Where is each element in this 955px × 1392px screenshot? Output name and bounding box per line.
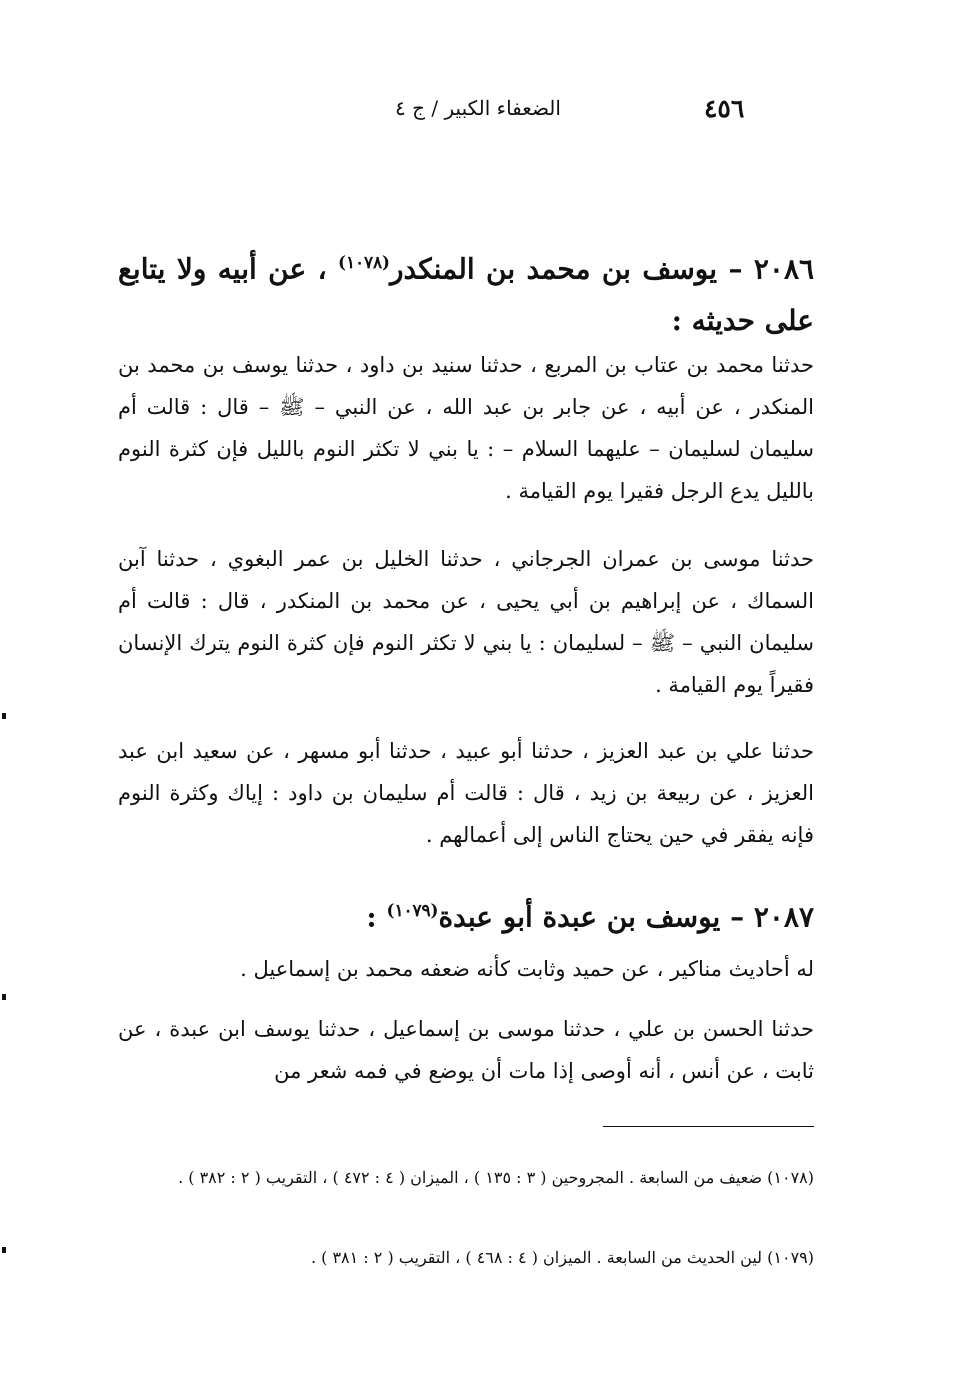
entry-heading-text: ٢٠٨٦ – يوسف بن محمد بن المنكدر: [390, 252, 815, 286]
scan-mark: [2, 713, 6, 719]
paragraph: حدثنا محمد بن عتاب بن المربع ، حدثنا سنيد بن داود ، حدثنا يوسف بن محمد بن المنكدر ، عن أبيه ، عن جابر بن عبد الله ، عن النبي – ﷺ – قال : قالت أم سليمان لسليمان – عليهما السلام – : يا بني لا تكثر النوم بالليل فإن كثرة النوم بالليل يدع الرجل فقيرا يوم القيامة .: [118, 353, 814, 503]
paragraph: حدثنا علي بن عبد العزيز ، حدثنا أبو عبيد ، حدثنا أبو مسهر ، عن سعيد ابن عبد العزيز ، عن ربيعة بن زيد ، قال : قالت أم سليمان بن داود : إياك وكثرة النوم فإنه يفقر في حين يحتاج الناس إلى أعمالهم .: [118, 739, 814, 847]
entry-heading-tail: :: [366, 900, 377, 934]
page-number: ٤٥٦: [704, 94, 745, 123]
footnote-separator: [603, 1126, 814, 1127]
footnote-1079: (١٠٧٩) لين الحديث من السابعة . الميزان ( ٤ : ٤٦٨ ) ، التقريب ( ٢ : ٣٨١ ) .: [310, 1248, 814, 1267]
footnote-ref: (١٠٧٩): [386, 900, 439, 920]
footnote-1078: (١٠٧٨) ضعيف من السابعة . المجروحين ( ٣ : ١٣٥ ) ، الميزان ( ٤ : ٤٧٢ ) ، التقريب ( ٢ : ٣٨٢ ) .: [178, 1168, 814, 1187]
entry-heading-tail: ، عن أبيه ولا يتابع على حديثه :: [118, 252, 814, 338]
footnote-ref: (١٠٧٨): [338, 252, 390, 272]
entry-heading-2086: [118, 236, 814, 347]
scan-mark: [2, 1247, 6, 1253]
entry-heading-text: ٢٠٨٧ – يوسف بن عبدة أبو عبدة: [438, 900, 814, 934]
scan-mark: [2, 994, 6, 1000]
paragraph: له أحاديث مناكير ، عن حميد وثابت كأنه ضعفه محمد بن إسماعيل .: [240, 957, 814, 981]
running-title: الضعفاء الكبير / ج ٤: [395, 96, 561, 120]
entry-heading-2087: [118, 884, 814, 943]
paragraph: حدثنا موسى بن عمران الجرجاني ، حدثنا الخليل بن عمر البغوي ، حدثنا آبن السماك ، عن إبراهيم بن أبي يحيى ، عن محمد بن المنكدر ، قال : قالت أم سليمان النبي – ﷺ – لسليمان : يا بني لا تكثر النوم فإن كثرة النوم يترك الإنسان فقيراً يوم القيامة .: [118, 547, 814, 697]
paragraph: حدثنا الحسن بن علي ، حدثنا موسى بن إسماعيل ، حدثنا يوسف ابن عبدة ، عن ثابت ، عن أنس ، أنه أوصى إذا مات أن يوضع في فمه شعر من: [118, 1017, 814, 1083]
